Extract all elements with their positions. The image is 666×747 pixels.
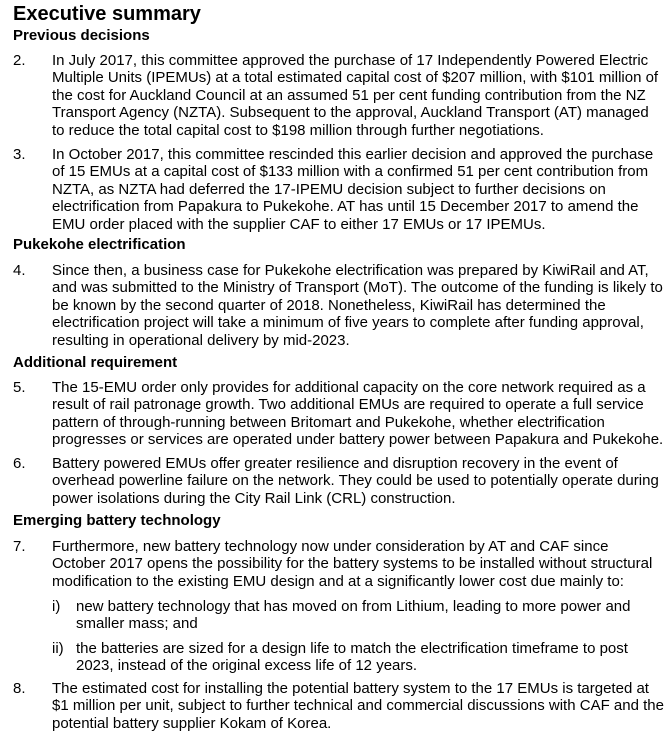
text-line: the batteries are sized for a design life to match the electrification timeframe to post	[76, 640, 628, 657]
text-line: $1 million per unit, subject to further technical and commercial discussions with CAF and the	[52, 697, 664, 715]
text-line: overhead powerline failure on the network. They could be used to potentially operate during	[52, 472, 659, 490]
paragraph-number: 7.	[13, 538, 26, 555]
text-line: of 15 EMUs at a capital cost of $133 million with a confirmed 51 per cent contribution from	[52, 163, 649, 181]
text-line: and was submitted to the Ministry of Transport (MoT). The outcome of the funding is likely to	[52, 279, 663, 297]
paragraph-text	[52, 52, 664, 139]
text-line: modification to the existing EMU design and at a significantly lower cost due mainly to:	[52, 572, 624, 590]
page-title: Executive summary	[13, 3, 201, 25]
text-line: EMU order placed with the supplier CAF to either 17 EMUs or 17 IPEMUs.	[52, 215, 546, 233]
paragraph-text	[52, 262, 664, 349]
section-heading-pukekohe-electrification: Pukekohe electrification	[13, 236, 186, 253]
sub-item-number: i)	[52, 598, 61, 615]
text-line: Furthermore, new battery technology now under consideration by AT and CAF since	[52, 538, 609, 555]
paragraph-number: 8.	[13, 680, 26, 697]
text-line: the cost for Auckland Council at an assumed 51 per cent funding contribution from the NZ	[52, 86, 646, 104]
paragraph-number: 6.	[13, 455, 26, 472]
sub-item-text	[76, 598, 664, 633]
text-line: In July 2017, this committee approved the purchase of 17 Independently Powered Electric	[52, 52, 649, 69]
text-line: new battery technology that has moved on from Lithium, leading to more power and	[76, 598, 631, 615]
text-line: October 2017 opens the possibility for the battery systems to be installed without structural	[52, 555, 653, 573]
text-line: power isolations during the City Rail Link (CRL) construction.	[52, 489, 456, 507]
text-line: Transport Agency (NZTA). Subsequent to the approval, Auckland Transport (AT) managed	[52, 104, 649, 122]
text-line: In October 2017, this committee rescinded this earlier decision and approved the purchase	[52, 146, 654, 163]
text-line: resulting in operational delivery by mid-2023.	[52, 331, 350, 349]
section-heading-previous-decisions: Previous decisions	[13, 27, 150, 44]
text-line: Battery powered EMUs offer greater resilience and disruption recovery in the event of	[52, 455, 618, 472]
section-heading-additional-requirement: Additional requirement	[13, 354, 178, 371]
paragraph-text	[52, 680, 664, 732]
text-line: potential battery supplier Kokam of Korea.	[52, 714, 332, 732]
text-line: progresses or services are operated under battery power between Papakura and Pukekohe.	[52, 431, 664, 449]
paragraph-text	[52, 538, 664, 590]
paragraph-text	[52, 146, 664, 233]
text-line: The 15-EMU order only provides for additional capacity on the core network required as a	[52, 379, 646, 396]
paragraph-text	[52, 455, 664, 507]
sub-item-number: ii)	[52, 640, 64, 657]
text-line: pattern of through-running between Britomart and Pukekohe, whether electrification	[52, 413, 605, 431]
text-line: result of rail patronage growth. Two additional EMUs are required to operate a full service	[52, 396, 644, 414]
text-line: The estimated cost for installing the potential battery system to the 17 EMUs is targeted at	[52, 680, 649, 697]
paragraph-number: 3.	[13, 146, 26, 163]
text-line: NZTA, as NZTA had deferred the 17-IPEMU decision subject to further decisions on	[52, 180, 606, 198]
text-line: smaller mass; and	[76, 615, 198, 633]
text-line: electrification from Papakura to Pukekohe. AT has until 15 December 2017 to amend the	[52, 198, 639, 216]
paragraph-number: 4.	[13, 262, 26, 279]
text-line: be known by the second quarter of 2018. Nonetheless, KiwiRail has determined the	[52, 296, 606, 314]
text-line: 2023, instead of the original excess life of 12 years.	[76, 657, 418, 675]
text-line: to reduce the total capital cost to $198 million through further negotiations.	[52, 121, 544, 139]
text-line: electrification project will take a minimum of five years to complete after funding approval,	[52, 314, 644, 332]
sub-item-text	[76, 640, 664, 675]
section-heading-emerging-battery-technology: Emerging battery technology	[13, 512, 221, 529]
paragraph-number: 2.	[13, 52, 26, 69]
paragraph-number: 5.	[13, 379, 26, 396]
paragraph-text	[52, 379, 664, 449]
text-line: Multiple Units (IPEMUs) at a total estimated capital cost of $207 million, with $101 million of	[52, 69, 659, 87]
text-line: Since then, a business case for Pukekohe electrification was prepared by KiwiRail and AT,	[52, 262, 649, 279]
